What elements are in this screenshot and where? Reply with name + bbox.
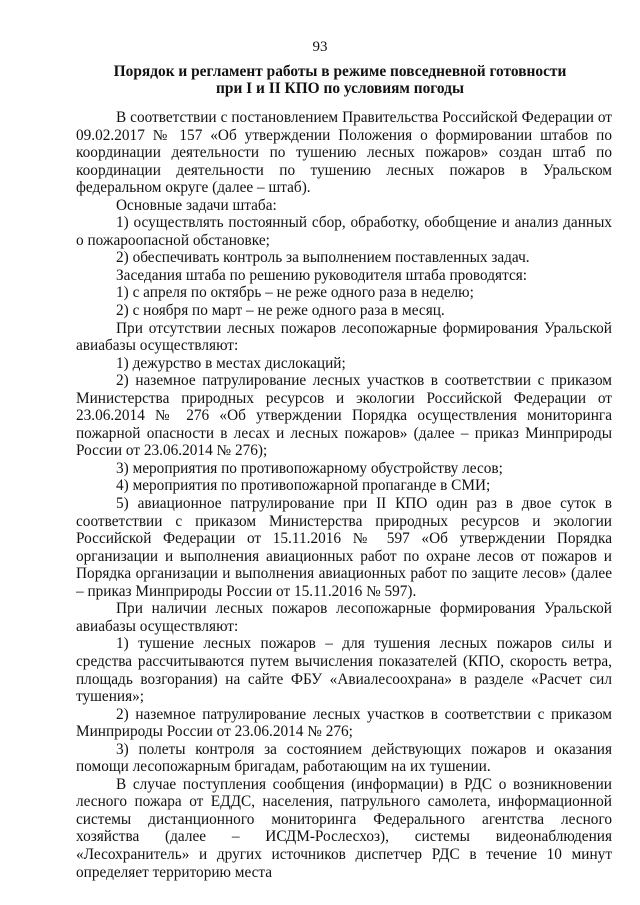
title-line-1: Порядок и регламент работы в режиме повседневной готовности [113,63,567,80]
list-item: 3) полеты контроля за состоянием действующих пожаров и оказания помощи лесопожарным бригадам, работающим на их тушении. [76,740,612,776]
list-item: 4) мероприятия по противопожарной пропаганде в СМИ; [116,477,491,495]
list-item: 1) дежурство в местах дислокаций; [116,354,346,372]
list-item: 2) с ноября по март – не реже одного раза в месяц. [116,302,445,320]
list-item: 2) наземное патрулирование лесных участков в соответствии с приказом Минприроды России от 23.06.2014 № 276; [76,705,612,741]
list-item: 1) с апреля по октябрь – не реже одного раза в неделю; [116,284,474,302]
paragraph: При отсутствии лесных пожаров лесопожарные формирования Уральской авиабазы осуществляют: [76,319,612,355]
list-item: 1) тушение лесных пожаров – для тушения лесных пожаров силы и средства рассчитываются путем вычисления показателей (КПО, скорость ветра, площадь возгорания) на сайте ФБУ «Авиалесоохрана» в разделе «Расчет сил тушения»; [76,635,612,706]
paragraph: Основные задачи штаба: [116,196,277,214]
page-number: 93 [312,39,328,55]
document-title [60,63,620,97]
list-item: 5) авиационное патрулирование при II КПО один раз в двое суток в соответствии с приказом Министерства природных ресурсов и экологии Российской Федерации от 15.11.2016 № 597 «Об утверждении Порядка организации и выполнения авиационных работ по охране лесов от пожаров и Порядка организации и выполнения авиационных работ по защите лесов» (далее – приказ Минприроды России от 15.11.2016 № 597). [76,495,612,600]
title-line-2: при I и II КПО по условиям погоды [216,80,464,97]
paragraph: При наличии лесных пожаров лесопожарные формирования Уральской авиабазы осуществляют: [76,600,612,635]
document-body [76,109,612,881]
list-item: 3) мероприятия по противопожарному обустройству лесов; [116,459,503,477]
paragraph: В случае поступления сообщения (информации) в РДС о возникновении лесного пожара от ЕДДС, населения, патрульного самолета, информационной системы дистанционного мониторинга Федерального агентства лесного хозяйства (далее – ИСДМ-Рослесхоз), системы видеонаблюдения «Лесохранитель» и других источников диспетчер РДС в течение 10 минут определяет территорию места [76,775,612,881]
paragraph: В соответствии с постановлением Правительства Российской Федерации от 09.02.2017 № 157 «Об утверждении Положения о формировании штабов по координации деятельности по тушению лесных пожаров» создан штаб по координации деятельности по тушению лесных пожаров в Уральском федеральном округе (далее – штаб). [76,109,612,197]
list-item: 2) наземное патрулирование лесных участков в соответствии с приказом Министерства природных ресурсов и экологии Российской Федерации от 23.06.2014 № 276 «Об утверждении Порядка осуществления мониторинга пожарной опасности в лесах и лесных пожаров» (далее – приказ Минприроды России от 23.06.2014 № 276); [76,372,612,460]
list-item: 1) осуществлять постоянный сбор, обработку, обобщение и анализ данных о пожароопасной обстановке; [76,214,612,249]
list-item: 2) обеспечивать контроль за выполнением поставленных задач. [116,249,530,267]
paragraph: Заседания штаба по решению руководителя штаба проводятся: [116,266,528,284]
